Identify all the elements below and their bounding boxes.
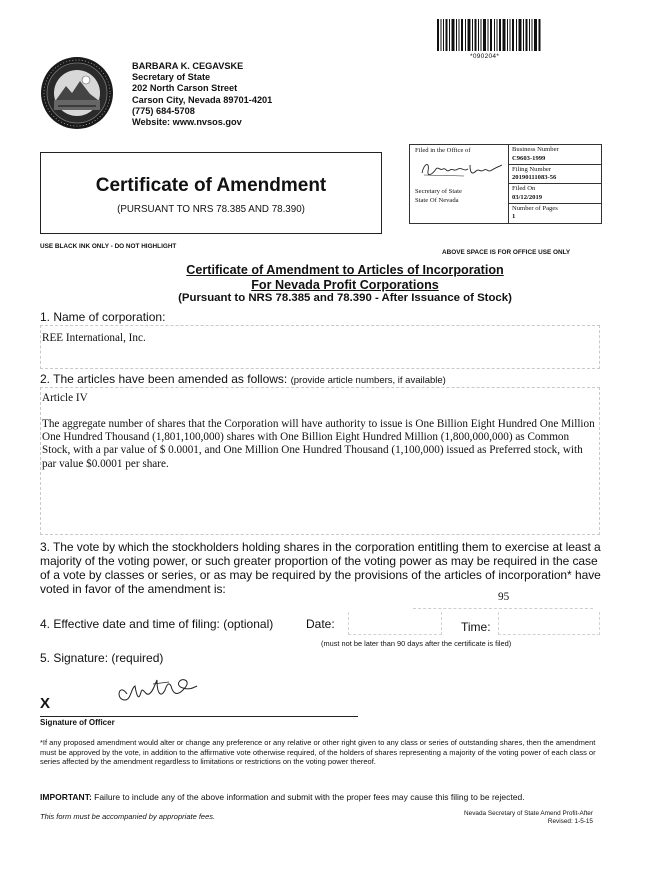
signature-of-officer-label: Signature of Officer xyxy=(40,718,115,727)
certificate-subtitle: (PURSUANT TO NRS 78.385 AND 78.390) xyxy=(117,204,305,215)
footnote: *If any proposed amendment would alter or change any preference or any relative or other right given to any class or series of outstanding shares, then the amendment must be approved by the vote, in addition to the affirmative vote otherwise required, of the holders of shares representing a majority of the voting power of each class or series affected by the amendment regardless to limitations or restrictions on the voting power thereof. xyxy=(40,738,596,767)
filed-in-office-label: Filed in the Office of xyxy=(415,147,471,154)
section-2-hint: (provide article numbers, if available) xyxy=(290,375,446,386)
section-5-label: 5. Signature: (required) xyxy=(40,651,164,665)
important-text: Failure to include any of the above information and submit with the proper fees may cause this filing to be rejected. xyxy=(91,792,525,802)
section-3-text: 3. The vote by which the stockholders holding shares in the corporation entitling them to exercise at least a majority of the voting power, or such greater proportion of the voting power as may be required in the case of a vote by classes or series, or as may be required by the provisions of the articles of incorporation* have voted in favor of the amendment is: xyxy=(40,540,601,596)
number-of-pages-value: 1 xyxy=(512,213,516,220)
fees-note: This form must be accompanied by appropriate fees. xyxy=(40,812,216,821)
date-label: Date: xyxy=(306,617,335,631)
vote-percentage-value: 95 xyxy=(498,591,510,603)
important-label: IMPORTANT: xyxy=(40,792,92,802)
secretary-of-state-address xyxy=(132,61,272,128)
corporation-name-value: REE International, Inc. xyxy=(42,332,146,344)
official-name: BARBARA K. CEGAVSKE xyxy=(132,61,244,71)
effective-date-field[interactable] xyxy=(348,612,442,635)
number-of-pages-label: Number of Pages xyxy=(512,204,558,212)
clerk-signature-image xyxy=(418,155,506,183)
section-2-label xyxy=(40,372,446,386)
section-1-label: 1. Name of corporation: xyxy=(40,310,166,324)
filed-on-label: Filed On xyxy=(512,185,536,192)
filing-office-cell xyxy=(410,145,509,223)
filing-details xyxy=(509,145,601,223)
nevada-state-seal-icon xyxy=(40,56,114,130)
section-2-label-text: 2. The articles have been amended as follows: xyxy=(40,372,288,386)
certificate-title-box xyxy=(40,152,382,234)
filing-row-filing-number xyxy=(509,165,601,185)
officer-signature-image xyxy=(113,674,203,710)
official-title: Secretary of State xyxy=(132,72,211,83)
filing-info-table xyxy=(409,144,602,224)
form-heading-line-1: Certificate of Amendment to Articles of Incorporation xyxy=(186,263,504,277)
website: Website: www.nvsos.gov xyxy=(132,117,242,128)
filing-number-label: Filing Number xyxy=(512,165,552,173)
address-line-1: 202 North Carson Street xyxy=(132,83,238,94)
barcode-number: *090204* xyxy=(470,53,500,60)
ink-instruction: USE BLACK INK ONLY - DO NOT HIGHLIGHT xyxy=(40,243,177,250)
filing-row-business-number xyxy=(509,145,601,165)
important-note xyxy=(40,792,525,802)
form-id-text: Nevada Secretary of State Amend Profit-After xyxy=(464,810,593,817)
address-line-2: Carson City, Nevada 89701-4201 xyxy=(132,94,273,105)
article-number: Article IV xyxy=(42,392,88,404)
business-number-label: Business Number xyxy=(512,146,559,153)
barcode-image xyxy=(437,19,541,51)
effective-date-note: (must not be later than 90 days after the certificate is filed) xyxy=(321,639,512,648)
signature-line xyxy=(40,716,358,717)
filing-row-filed-on xyxy=(509,184,601,204)
form-revised: Revised: 1-5-15 xyxy=(547,818,593,825)
signature-x-mark: X xyxy=(40,695,51,712)
form-heading-line-3: (Pursuant to NRS 78.385 and 78.390 - After Issuance of Stock) xyxy=(178,292,512,304)
form-identifier xyxy=(438,810,593,826)
certificate-title: Certificate of Amendment xyxy=(95,175,327,196)
time-label: Time: xyxy=(461,620,491,634)
amendment-text: The aggregate number of shares that the Corporation will have authority to issue is One Billion Eight Hundred One Million One Hundred Thousand (1,801,100,000) shares with One Billion Eight Hundred Million (1,800,000,000) as Common Stock, with a par value of $ 0.0001, and One Million One Hundred Thousand (1,100,000) issued as Preferred stock, with par value $0.0001 per share. xyxy=(42,418,595,470)
form-heading-line-2: For Nevada Profit Corporations xyxy=(251,278,439,292)
clerk-office: Secretary of State xyxy=(415,188,462,195)
filing-row-number-of-pages xyxy=(509,204,601,224)
office-use-note: ABOVE SPACE IS FOR OFFICE USE ONLY xyxy=(442,249,571,256)
effective-time-field[interactable] xyxy=(498,612,600,635)
business-number-value: C9603-1999 xyxy=(512,154,546,162)
section-4-label: 4. Effective date and time of filing: (optional) xyxy=(40,617,274,631)
filing-number-value: 20190111083-56 xyxy=(512,174,557,181)
clerk-state: State Of Nevada xyxy=(415,197,459,204)
filed-on-value: 03/12/2019 xyxy=(512,193,543,201)
phone-number: (775) 684-5708 xyxy=(132,105,195,116)
